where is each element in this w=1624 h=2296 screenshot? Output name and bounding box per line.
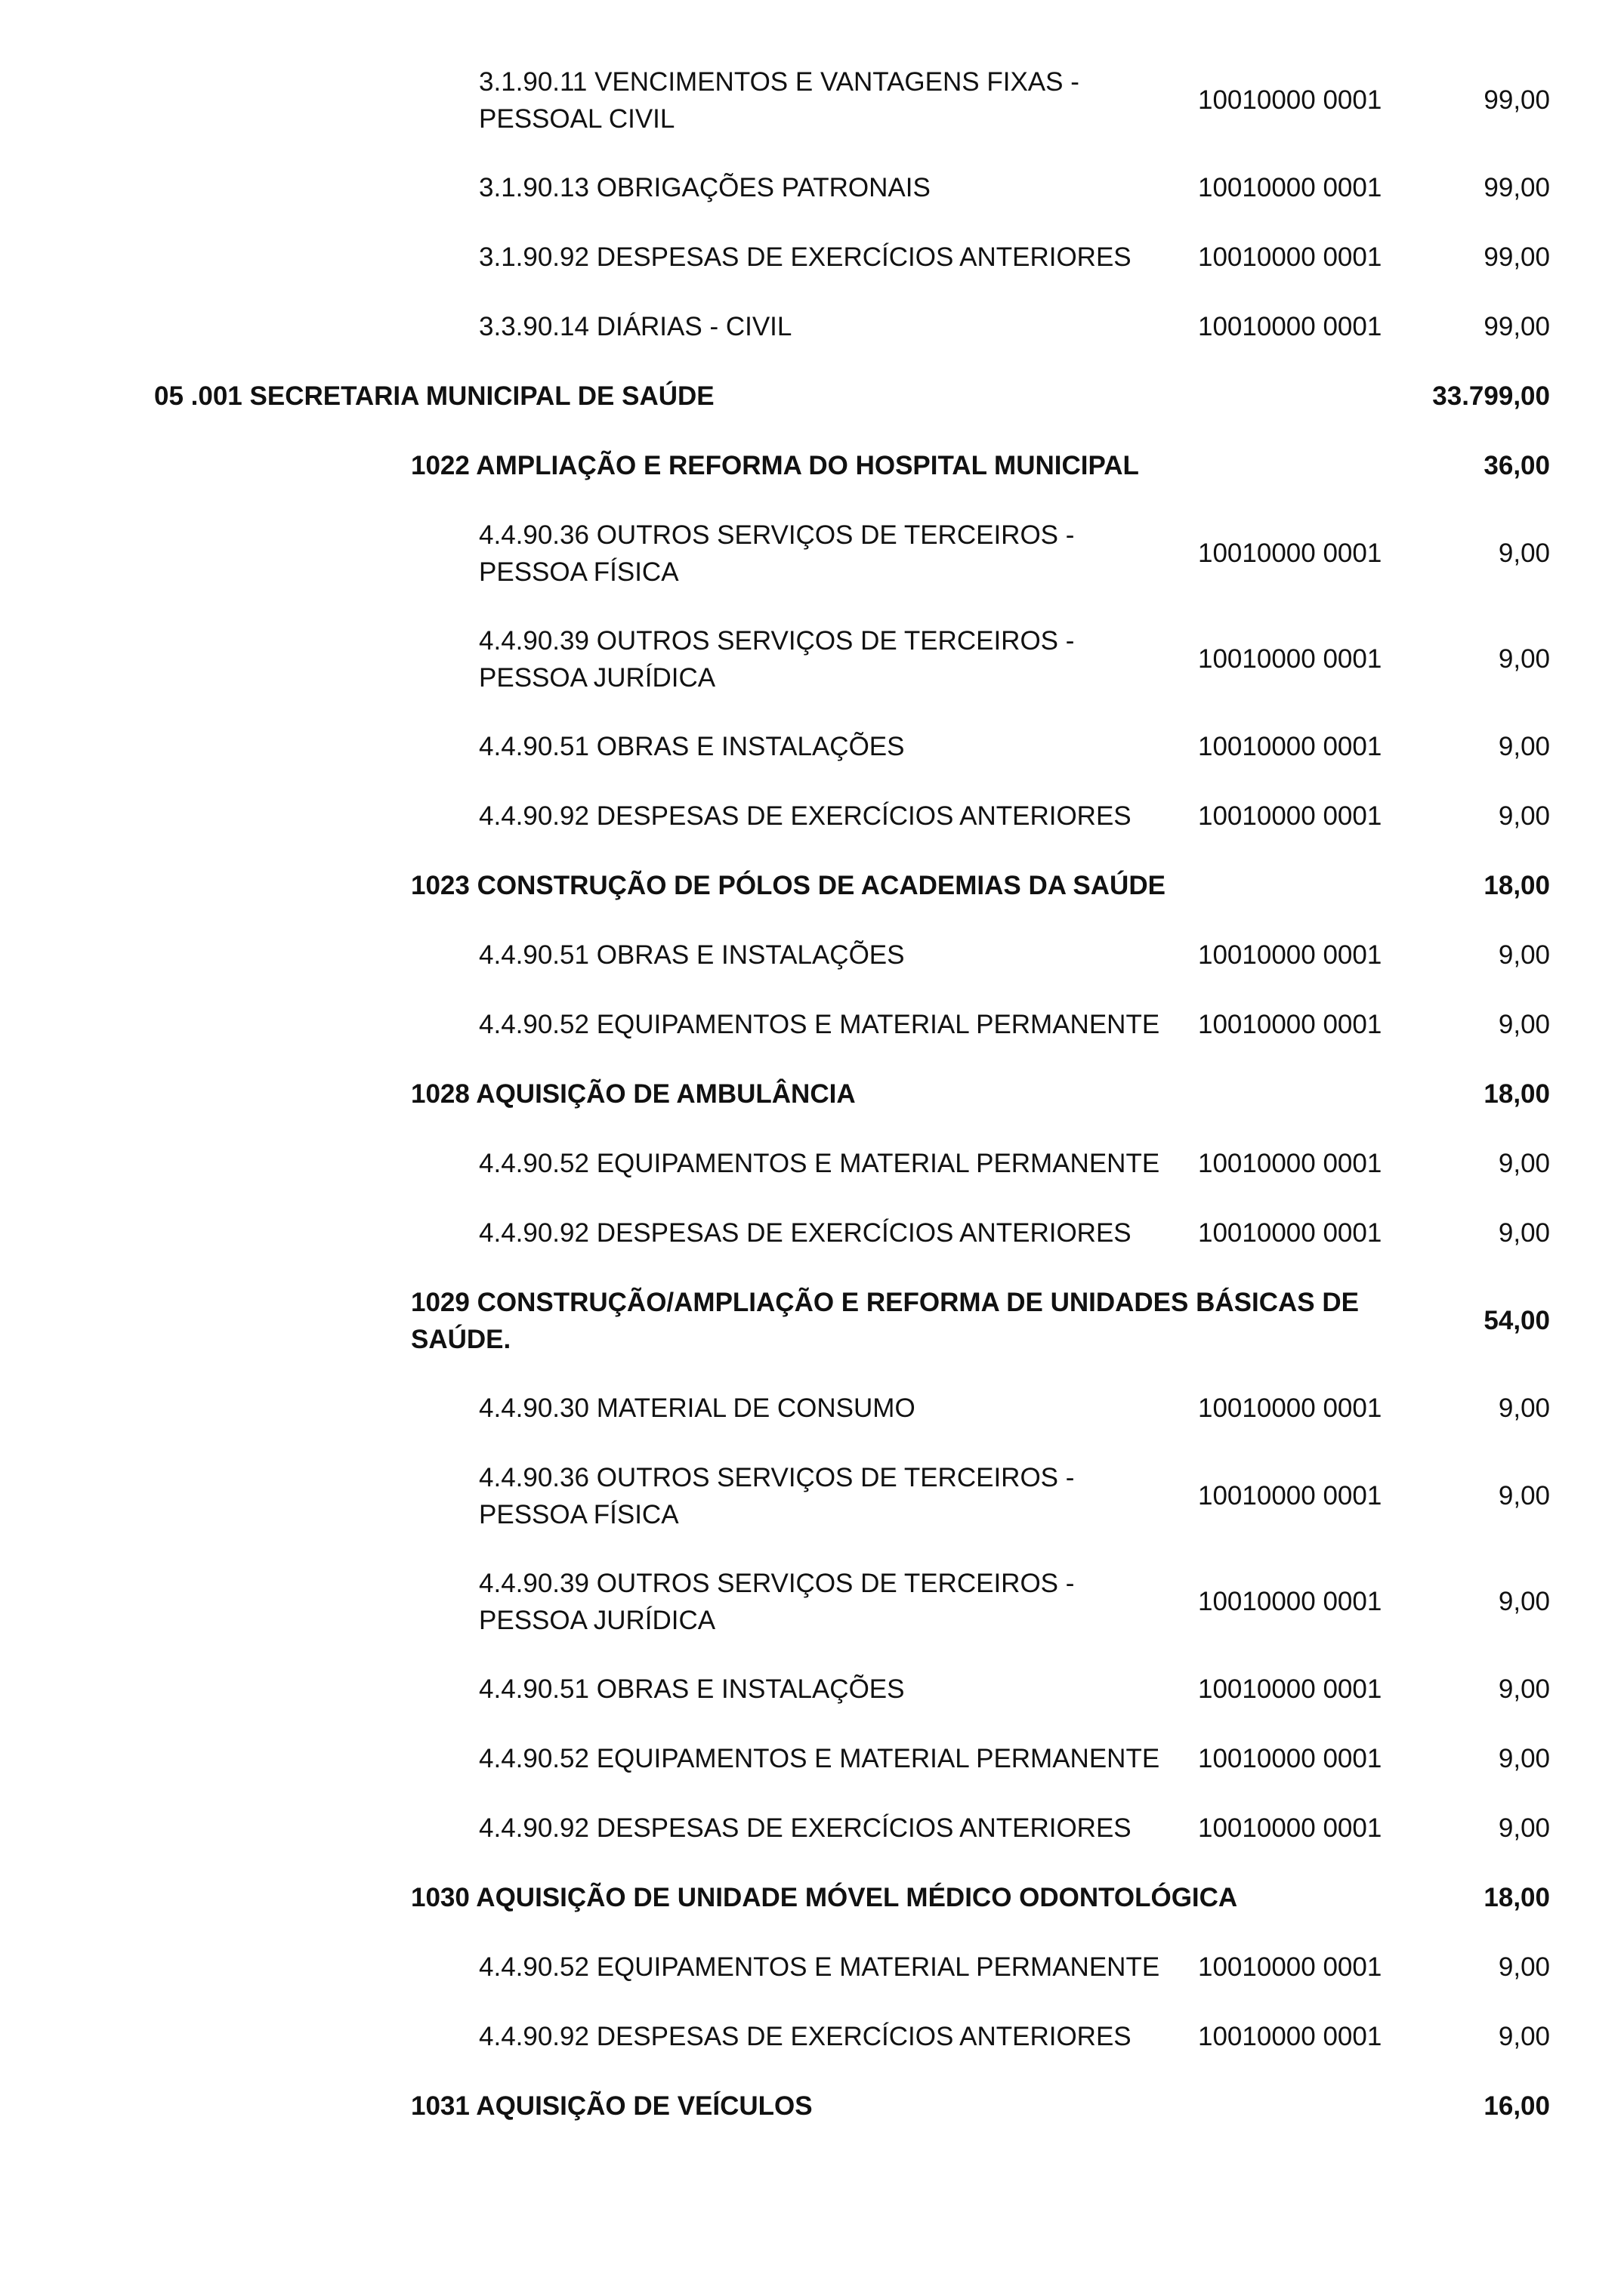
expense-amount: 9,00 — [1498, 801, 1550, 831]
expense-row — [0, 1390, 1624, 1459]
expense-row — [0, 1671, 1624, 1740]
action-total: 18,00 — [1484, 871, 1550, 900]
expense-amount: 9,00 — [1498, 1587, 1550, 1616]
expense-amount: 99,00 — [1484, 242, 1550, 272]
expense-code: 3.1.90.92 DESPESAS DE EXERCÍCIOS ANTERIORES — [479, 242, 1132, 272]
expense-amount: 99,00 — [1484, 85, 1550, 115]
expense-amount: 9,00 — [1498, 940, 1550, 970]
expense-row — [0, 63, 1624, 169]
expense-code: 4.4.90.52 EQUIPAMENTOS E MATERIAL PERMANENTE — [479, 1952, 1160, 1982]
expense-row — [0, 1459, 1624, 1565]
expense-row — [0, 1810, 1624, 1879]
expense-code: 4.4.90.30 MATERIAL DE CONSUMO — [479, 1393, 915, 1423]
funding-source: 10010000 0001 — [1198, 1587, 1382, 1616]
expense-code: 4.4.90.52 EQUIPAMENTOS E MATERIAL PERMANENTE — [479, 1149, 1160, 1178]
funding-source: 10010000 0001 — [1198, 1813, 1382, 1843]
expense-code: 4.4.90.39 OUTROS SERVIÇOS DE TERCEIROS - PESSOA JURÍDICA — [479, 1569, 1075, 1635]
expense-amount: 99,00 — [1484, 312, 1550, 341]
expense-row — [0, 169, 1624, 239]
funding-source: 10010000 0001 — [1198, 173, 1382, 202]
action-header-row — [0, 1284, 1624, 1390]
action-title: 1023 CONSTRUÇÃO DE PÓLOS DE ACADEMIAS DA SAÚDE — [411, 871, 1166, 900]
expense-row — [0, 1740, 1624, 1810]
expense-code: 4.4.90.52 EQUIPAMENTOS E MATERIAL PERMANENTE — [479, 1744, 1160, 1773]
expense-amount: 9,00 — [1498, 2022, 1550, 2051]
expense-row — [0, 1214, 1624, 1284]
expense-code: 4.4.90.52 EQUIPAMENTOS E MATERIAL PERMANENTE — [479, 1010, 1160, 1039]
expense-amount: 9,00 — [1498, 539, 1550, 568]
unit-header-row — [0, 378, 1624, 447]
funding-source: 10010000 0001 — [1198, 1674, 1382, 1704]
expense-amount: 9,00 — [1498, 1149, 1550, 1178]
expense-code: 4.4.90.92 DESPESAS DE EXERCÍCIOS ANTERIORES — [479, 1218, 1132, 1248]
expense-row — [0, 517, 1624, 622]
action-total: 18,00 — [1484, 1079, 1550, 1109]
expense-amount: 99,00 — [1484, 173, 1550, 202]
expense-amount: 9,00 — [1498, 1674, 1550, 1704]
funding-source: 10010000 0001 — [1198, 539, 1382, 568]
action-title: 1031 AQUISIÇÃO DE VEÍCULOS — [411, 2091, 813, 2121]
expense-amount: 9,00 — [1498, 1010, 1550, 1039]
expense-row — [0, 728, 1624, 798]
expense-code: 4.4.90.92 DESPESAS DE EXERCÍCIOS ANTERIORES — [479, 1813, 1132, 1843]
action-header-row — [0, 2088, 1624, 2157]
funding-source: 10010000 0001 — [1198, 1952, 1382, 1982]
unit-total: 33.799,00 — [1432, 381, 1550, 411]
action-header-row — [0, 447, 1624, 517]
unit-title: 05 .001 SECRETARIA MUNICIPAL DE SAÚDE — [154, 381, 715, 411]
expense-row — [0, 1145, 1624, 1214]
funding-source: 10010000 0001 — [1198, 801, 1382, 831]
expense-code: 4.4.90.92 DESPESAS DE EXERCÍCIOS ANTERIORES — [479, 801, 1132, 831]
action-total: 18,00 — [1484, 1883, 1550, 1912]
funding-source: 10010000 0001 — [1198, 644, 1382, 674]
action-header-row — [0, 1075, 1624, 1145]
action-total: 54,00 — [1484, 1306, 1550, 1335]
expense-code: 4.4.90.92 DESPESAS DE EXERCÍCIOS ANTERIORES — [479, 2022, 1132, 2051]
expense-row — [0, 1565, 1624, 1671]
funding-source: 10010000 0001 — [1198, 1481, 1382, 1511]
expense-row — [0, 308, 1624, 378]
expense-code: 4.4.90.39 OUTROS SERVIÇOS DE TERCEIROS - PESSOA JURÍDICA — [479, 626, 1075, 693]
expense-amount: 9,00 — [1498, 1218, 1550, 1248]
funding-source: 10010000 0001 — [1198, 1149, 1382, 1178]
expense-code: 3.3.90.14 DIÁRIAS - CIVIL — [479, 312, 792, 341]
action-title: 1029 CONSTRUÇÃO/AMPLIAÇÃO E REFORMA DE UNIDADES BÁSICAS DE SAÚDE. — [411, 1288, 1359, 1354]
expense-code: 4.4.90.51 OBRAS E INSTALAÇÕES — [479, 940, 905, 970]
funding-source: 10010000 0001 — [1198, 940, 1382, 970]
expense-amount: 9,00 — [1498, 732, 1550, 761]
action-title: 1022 AMPLIAÇÃO E REFORMA DO HOSPITAL MUNICIPAL — [411, 451, 1139, 480]
expense-row — [0, 1949, 1624, 2018]
expense-code: 3.1.90.11 VENCIMENTOS E VANTAGENS FIXAS - PESSOAL CIVIL — [479, 67, 1079, 134]
expense-code: 4.4.90.36 OUTROS SERVIÇOS DE TERCEIROS - PESSOA FÍSICA — [479, 520, 1075, 587]
funding-source: 10010000 0001 — [1198, 1010, 1382, 1039]
funding-source: 10010000 0001 — [1198, 1744, 1382, 1773]
funding-source: 10010000 0001 — [1198, 85, 1382, 115]
expense-row — [0, 622, 1624, 728]
expense-code: 4.4.90.36 OUTROS SERVIÇOS DE TERCEIROS - PESSOA FÍSICA — [479, 1463, 1075, 1529]
expense-amount: 9,00 — [1498, 644, 1550, 674]
expense-code: 4.4.90.51 OBRAS E INSTALAÇÕES — [479, 732, 905, 761]
expense-amount: 9,00 — [1498, 1744, 1550, 1773]
expense-amount: 9,00 — [1498, 1813, 1550, 1843]
action-title: 1028 AQUISIÇÃO DE AMBULÂNCIA — [411, 1079, 856, 1109]
expense-row — [0, 798, 1624, 867]
expense-amount: 9,00 — [1498, 1481, 1550, 1511]
expense-row — [0, 239, 1624, 308]
expense-amount: 9,00 — [1498, 1952, 1550, 1982]
expense-code: 4.4.90.51 OBRAS E INSTALAÇÕES — [479, 1674, 905, 1704]
funding-source: 10010000 0001 — [1198, 1218, 1382, 1248]
action-title: 1030 AQUISIÇÃO DE UNIDADE MÓVEL MÉDICO ODONTOLÓGICA — [411, 1883, 1238, 1912]
budget-table — [0, 63, 1624, 2157]
action-header-row — [0, 1879, 1624, 1949]
action-total: 36,00 — [1484, 451, 1550, 480]
action-total: 16,00 — [1484, 2091, 1550, 2121]
funding-source: 10010000 0001 — [1198, 732, 1382, 761]
funding-source: 10010000 0001 — [1198, 312, 1382, 341]
expense-row — [0, 2018, 1624, 2088]
funding-source: 10010000 0001 — [1198, 2022, 1382, 2051]
funding-source: 10010000 0001 — [1198, 242, 1382, 272]
funding-source: 10010000 0001 — [1198, 1393, 1382, 1423]
expense-row — [0, 937, 1624, 1006]
expense-row — [0, 1006, 1624, 1075]
expense-amount: 9,00 — [1498, 1393, 1550, 1423]
action-header-row — [0, 867, 1624, 937]
expense-code: 3.1.90.13 OBRIGAÇÕES PATRONAIS — [479, 173, 931, 202]
